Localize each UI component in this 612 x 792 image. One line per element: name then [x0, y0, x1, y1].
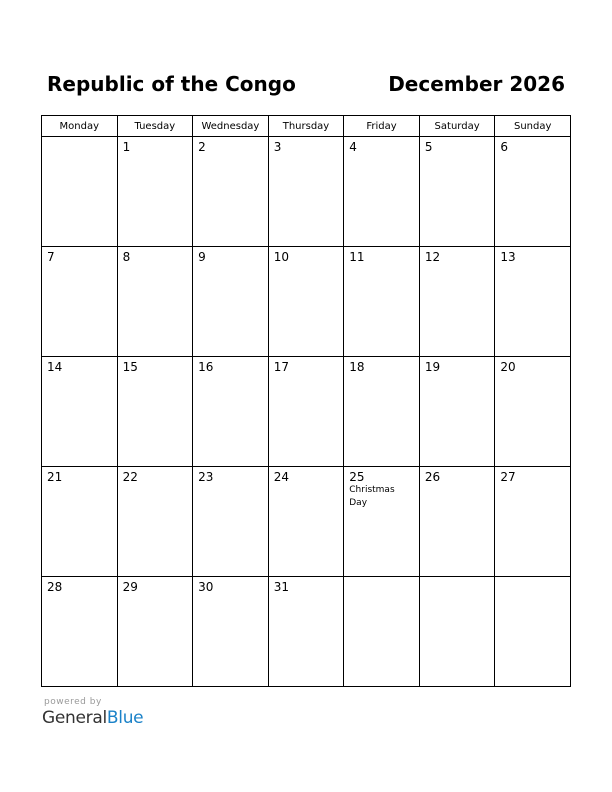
brand-blue-text: Blue	[106, 708, 144, 728]
week-row	[42, 467, 571, 577]
day-cell	[268, 467, 344, 577]
day-cell	[117, 467, 193, 577]
day-number: 14	[47, 360, 63, 374]
calendar-country-title: Republic of the Congo	[47, 72, 296, 96]
day-cell	[117, 247, 193, 357]
calendar-grid	[41, 115, 571, 687]
weekday-header: Friday	[344, 116, 420, 137]
day-cell	[193, 357, 269, 467]
day-cell	[419, 357, 495, 467]
generalblue-logo[interactable]	[42, 708, 143, 728]
day-number: 4	[349, 140, 357, 154]
day-number: 16	[198, 360, 214, 374]
weekday-header: Tuesday	[117, 116, 193, 137]
day-cell	[42, 247, 118, 357]
powered-by-text: powered by	[44, 697, 102, 707]
day-number: 22	[122, 470, 138, 484]
day-number: 17	[273, 360, 289, 374]
day-cell	[42, 577, 118, 687]
day-cell	[419, 577, 495, 687]
day-cell	[268, 357, 344, 467]
day-cell	[117, 137, 193, 247]
day-cell	[495, 137, 571, 247]
day-cell	[495, 577, 571, 687]
day-cell	[193, 467, 269, 577]
weekday-header: Monday	[42, 116, 118, 137]
day-number: 18	[349, 360, 365, 374]
day-cell-holiday	[344, 467, 420, 577]
weekday-header: Sunday	[495, 116, 571, 137]
day-number: 13	[500, 250, 516, 264]
day-number: 19	[424, 360, 441, 374]
day-number: 2	[198, 140, 206, 154]
day-number	[344, 577, 419, 580]
day-cell	[344, 357, 420, 467]
day-cell	[495, 247, 571, 357]
day-cell	[344, 137, 420, 247]
day-number: 28	[47, 580, 63, 594]
day-number: 6	[500, 140, 509, 154]
day-number: 21	[47, 470, 63, 484]
weekday-header: Thursday	[268, 116, 344, 137]
day-cell	[193, 577, 269, 687]
day-number: 7	[47, 250, 55, 264]
day-number	[42, 137, 117, 140]
day-cell	[344, 247, 420, 357]
day-cell	[42, 137, 118, 247]
day-cell	[268, 577, 344, 687]
day-number: 15	[122, 360, 138, 374]
day-cell	[419, 247, 495, 357]
day-number: 31	[273, 580, 289, 594]
day-number	[495, 577, 570, 580]
day-cell	[42, 467, 118, 577]
week-row	[42, 247, 571, 357]
day-number: 25	[349, 470, 365, 484]
day-number: 3	[273, 140, 282, 154]
day-cell	[344, 577, 420, 687]
day-number: 12	[424, 250, 441, 264]
day-number: 5	[424, 140, 433, 154]
week-row	[42, 137, 571, 247]
day-number	[420, 577, 495, 580]
weekday-header-row	[42, 116, 571, 137]
weekday-header: Saturday	[419, 116, 495, 137]
day-cell	[193, 137, 269, 247]
day-number: 8	[122, 250, 131, 264]
day-number: 20	[500, 360, 516, 374]
day-cell	[419, 467, 495, 577]
day-number: 27	[500, 470, 516, 484]
brand-general-text: General	[42, 708, 107, 728]
day-cell	[117, 357, 193, 467]
day-number: 1	[122, 140, 131, 154]
day-number: 9	[198, 250, 206, 264]
day-cell	[193, 247, 269, 357]
day-number: 11	[349, 250, 365, 264]
day-cell	[268, 137, 344, 247]
day-number: 23	[198, 470, 214, 484]
day-cell	[495, 357, 571, 467]
day-cell	[117, 577, 193, 687]
day-number: 29	[122, 580, 138, 594]
day-cell	[495, 467, 571, 577]
day-number: 26	[424, 470, 441, 484]
weekday-header: Wednesday	[193, 116, 269, 137]
week-row	[42, 357, 571, 467]
day-number: 30	[198, 580, 214, 594]
calendar-month-title: December 2026	[388, 72, 565, 96]
day-number: 24	[273, 470, 289, 484]
day-cell	[419, 137, 495, 247]
day-cell	[268, 247, 344, 357]
day-cell	[42, 357, 118, 467]
day-number: 10	[273, 250, 289, 264]
holiday-label: Christmas Day	[349, 485, 395, 508]
week-row	[42, 577, 571, 687]
